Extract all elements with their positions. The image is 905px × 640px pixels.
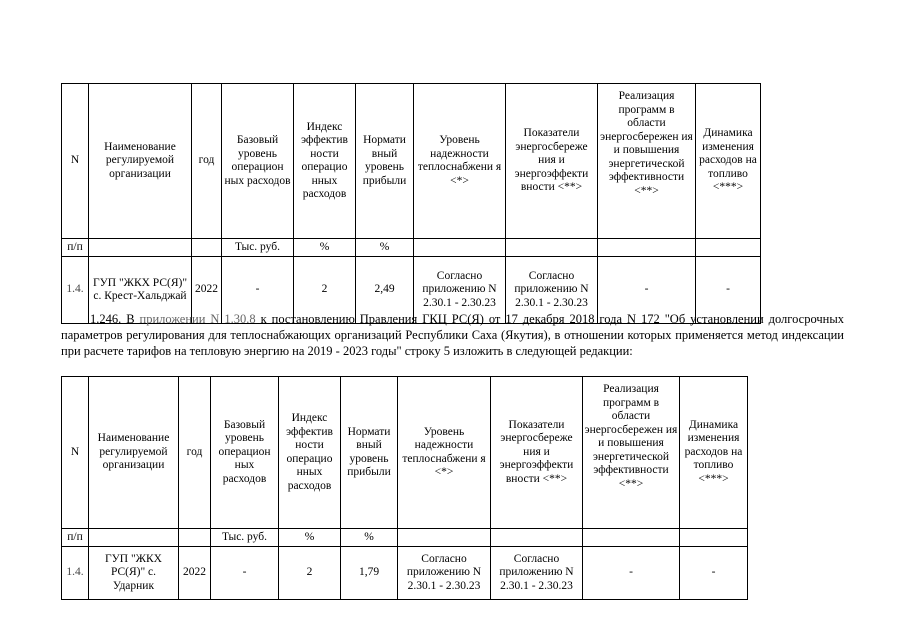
table-header-row [62, 84, 761, 239]
header-energy: Показатели энергосбереже ния и энергоэффекти вности <**> [506, 84, 598, 239]
header-n-sub: п/п [62, 529, 89, 547]
cell-name: ГУП "ЖКХ РС(Я)" с. Ударник [89, 547, 179, 600]
header-reliability: Уровень надежности теплоснабжени я <*> [398, 377, 491, 529]
cell-programs: - [598, 257, 696, 324]
table-unit-row [62, 239, 761, 257]
paragraph-text-after: к постановлению Правления ГКЦ РС(Я) от 17 декабря 2018 года N 172 "Об установлении долгосрочных параметров регулирования для теплоснабжающих организаций Республики Саха (Якутия), в отношении которых применяется метод индексации при расчете тарифов на тепловую энергию на 2019 - 2023 годы" строку 5 изложить в следующей редакции: [61, 312, 845, 358]
table-header-row [62, 377, 748, 529]
header-n: N [62, 377, 89, 529]
cell-year: 2022 [192, 257, 222, 324]
cell-index: 2 [294, 257, 356, 324]
cell-norm: 2,49 [356, 257, 414, 324]
unit-base: Тыс. руб. [211, 529, 279, 547]
header-fuel: Динамика изменения расходов на топливо <***> [680, 377, 748, 529]
cell-base: - [211, 547, 279, 600]
paragraph-number: 1.246. [90, 312, 122, 326]
paragraph-link[interactable]: приложении N 1.30.8 [139, 312, 256, 326]
unit-norm: % [356, 239, 414, 257]
cell-programs: - [583, 547, 680, 600]
header-name: Наименование регулируемой организации [89, 84, 192, 239]
header-programs: Реализация программ в области энергосбережен ия и повышения энергетической эффективности <**> [583, 377, 680, 529]
cell-norm: 1,79 [341, 547, 398, 600]
header-reliability: Уровень надежности теплоснабжени я <*> [414, 84, 506, 239]
header-norm: Нормати вный уровень прибыли [341, 377, 398, 529]
cell-reliability: Согласно приложению N 2.30.1 - 2.30.23 [398, 547, 491, 600]
header-base: Базовый уровень операцион ных расходов [222, 84, 294, 239]
unit-index: % [294, 239, 356, 257]
cell-n: 1.4. [62, 257, 89, 324]
header-index: Индекс эффектив ности операцио нных расходов [294, 84, 356, 239]
cell-reliability: Согласно приложению N 2.30.1 - 2.30.23 [414, 257, 506, 324]
header-year: год [192, 84, 222, 239]
header-n: N [62, 84, 89, 239]
cell-energy: Согласно приложению N 2.30.1 - 2.30.23 [506, 257, 598, 324]
header-energy: Показатели энергосбереже ния и энергоэффекти вности <**> [491, 377, 583, 529]
header-index: Индекс эффектив ности операцио нных расходов [279, 377, 341, 529]
header-base: Базовый уровень операцион ных расходов [211, 377, 279, 529]
cell-year: 2022 [179, 547, 211, 600]
cell-fuel: - [680, 547, 748, 600]
header-n-sub: п/п [62, 239, 89, 257]
cell-fuel: - [696, 257, 761, 324]
cell-name: ГУП "ЖКХ РС(Я)" с. Крест-Хальджай [89, 257, 192, 324]
header-norm: Нормати вный уровень прибыли [356, 84, 414, 239]
table-unit-row [62, 529, 748, 547]
cell-n: 1.4. [62, 547, 89, 600]
paragraph-text-before: В [126, 312, 135, 326]
header-name: Наименование регулируемой организации [89, 377, 179, 529]
unit-norm: % [341, 529, 398, 547]
cell-energy: Согласно приложению N 2.30.1 - 2.30.23 [491, 547, 583, 600]
unit-base: Тыс. руб. [222, 239, 294, 257]
cell-base: - [222, 257, 294, 324]
unit-index: % [279, 529, 341, 547]
header-year: год [179, 377, 211, 529]
regulation-table-1 [61, 83, 761, 324]
header-programs: Реализация программ в области энергосбережен ия и повышения энергетической эффективности <**> [598, 84, 696, 239]
amendment-paragraph [61, 311, 844, 359]
regulation-table-2 [61, 376, 748, 600]
header-fuel: Динамика изменения расходов на топливо <***> [696, 84, 761, 239]
table-row [62, 547, 748, 600]
cell-index: 2 [279, 547, 341, 600]
